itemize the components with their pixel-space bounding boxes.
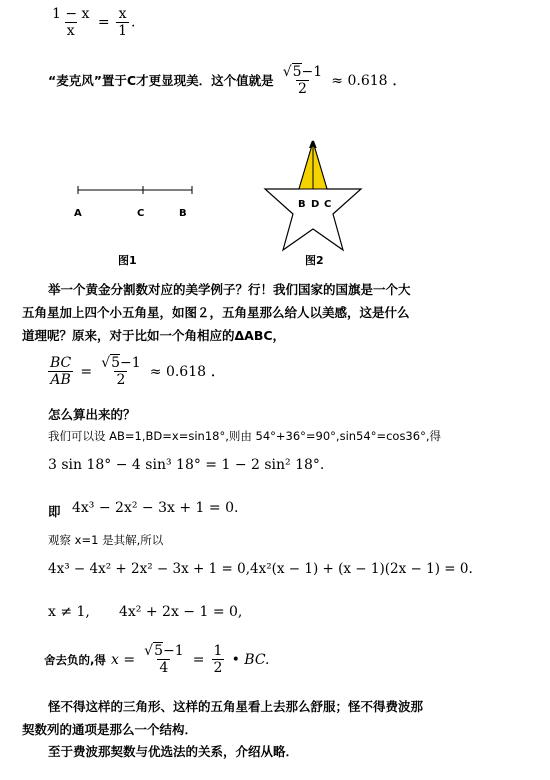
factor-equation: 4x³ − 4x² + 2x² − 3x + 1 = 0,4x²(x − 1) + (x − 1)(2x − 1) = 0. bbox=[48, 561, 473, 577]
para1-line1: 举一个黄金分割数对应的美学例子？行！我们国家的国旗是一个大 bbox=[48, 282, 411, 297]
mic-line: “麦克风”置于C才更显现美．这个值就是 $\frac{√5-1}{2}$ ≈ 0.618 ． bbox=[48, 64, 406, 97]
frac-den: 1 bbox=[118, 23, 127, 39]
radicand: 5 bbox=[111, 355, 121, 371]
figure1-label-a: A bbox=[74, 208, 82, 219]
num-tail: −1 bbox=[120, 355, 141, 371]
para2-line1: 怪不得这样的三角形、这样的五角星看上去那么舒服；怪不得费波那 bbox=[48, 699, 424, 714]
approx-value: ≈ 0.618 bbox=[331, 73, 388, 89]
frac-num: BC bbox=[50, 355, 72, 371]
figure2-caption: 图2 bbox=[305, 254, 324, 267]
figure2-star bbox=[260, 138, 380, 258]
frac-den: 2 bbox=[297, 81, 307, 97]
equals-sign: = bbox=[192, 652, 205, 668]
mic-text: “麦克风”置于C才更显现美．这个值就是 bbox=[48, 73, 274, 88]
bc-ab-equation: $\frac{BC}{AB}$ = $\frac{√5-1}{2}$ ≈ 0.618 ． bbox=[50, 355, 224, 388]
sin-equation: 3 sin 18° − 4 sin³ 18° = 1 − 2 sin² 18°. bbox=[48, 457, 325, 473]
neq-condition: x ≠ 1, bbox=[48, 604, 90, 620]
equals-sign: = bbox=[97, 14, 110, 31]
frac-den: 4 bbox=[159, 660, 169, 676]
frac-den: 2 bbox=[213, 660, 223, 676]
frac-den: x bbox=[66, 23, 75, 39]
radicand: 5 bbox=[292, 64, 302, 80]
figure1-segment bbox=[70, 180, 200, 230]
frac-num: x bbox=[118, 6, 127, 22]
para1-line3: 道理呢？原来，对于比如一个角相应的ΔABC， bbox=[22, 328, 286, 343]
num-tail: −1 bbox=[301, 64, 323, 80]
setup-line: 我们可以设 AB=1,BD=x=sin18°,则由 54°+36°=90°,sin54°=cos36°,得 bbox=[48, 429, 441, 443]
solve-lhs: x = bbox=[110, 652, 136, 668]
figure2-label-b: B bbox=[298, 199, 306, 210]
approx-value: ≈ 0.618 bbox=[149, 364, 207, 380]
para2-line3: 至于费波那契数与优选法的关系，介绍从略． bbox=[48, 744, 299, 759]
observe-line: 观察 x=1 是其解,所以 bbox=[48, 533, 164, 547]
top-equation bbox=[48, 6, 135, 39]
frac-num: 1 bbox=[213, 643, 223, 659]
para2-line2: 契数列的通项是那么一个结构． bbox=[22, 722, 198, 737]
frac-den: 2 bbox=[116, 372, 126, 388]
end-dot: ． bbox=[211, 364, 224, 379]
end-dot: ． bbox=[392, 73, 406, 88]
frac-num: 1 − x bbox=[52, 6, 90, 22]
quadratic-equation: 4x² + 2x − 1 = 0, bbox=[119, 604, 243, 620]
figure1-label-c: C bbox=[137, 208, 145, 219]
how-question: 怎么算出来的？ bbox=[48, 407, 136, 422]
solve-tail: • BC. bbox=[231, 652, 270, 668]
figure1-label-b: B bbox=[179, 208, 187, 219]
para1-line2: 五角星加上四个小五角星，如图２，五角星那么给人以美感，这是什么 bbox=[22, 305, 410, 320]
figure1-caption: 图1 bbox=[118, 254, 137, 267]
solve-label: 舍去负的,得 bbox=[44, 653, 106, 667]
solve-line: 舍去负的,得 x = $\frac{√5-1}{4}$ = $\frac{1}{2}$ • BC. bbox=[44, 643, 270, 676]
figure2-label-c: C bbox=[324, 199, 332, 210]
radicand: 5 bbox=[154, 643, 163, 659]
figure2-label-d: D bbox=[311, 199, 320, 210]
cubic-equation: 4x³ − 2x² − 3x + 1 = 0. bbox=[72, 500, 239, 516]
num-tail: −1 bbox=[162, 643, 184, 659]
equals-sign: = bbox=[80, 364, 93, 380]
period: . bbox=[131, 14, 136, 31]
frac-den: AB bbox=[50, 372, 71, 388]
figure2-apex-label: A bbox=[309, 140, 317, 151]
ji-label: 即 bbox=[48, 504, 61, 519]
